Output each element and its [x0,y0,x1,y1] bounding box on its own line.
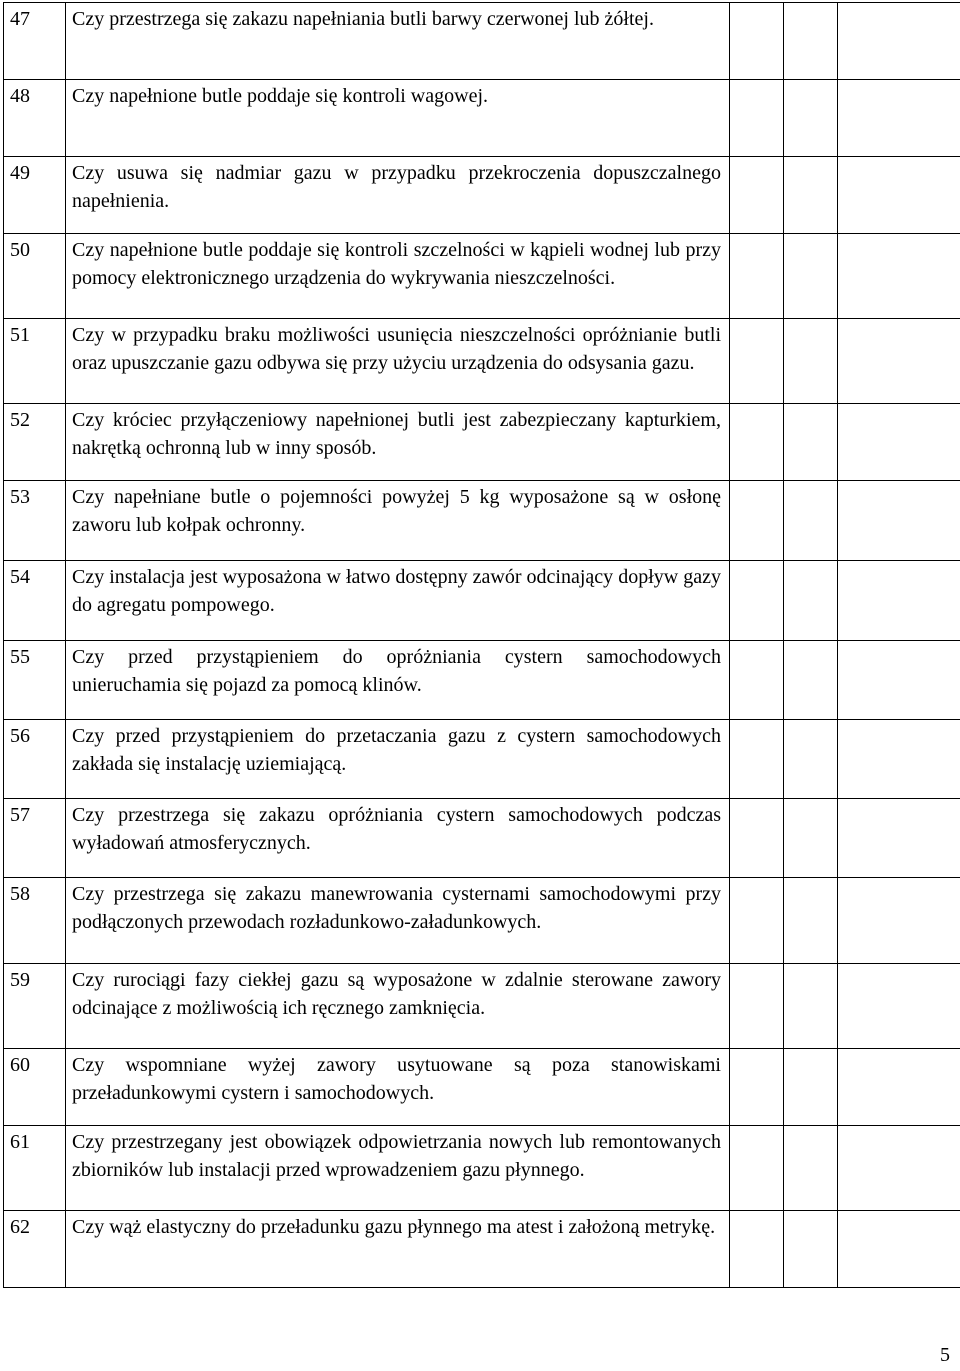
notes-cell[interactable] [838,157,960,234]
row-number: 52 [4,404,66,481]
notes-cell[interactable] [838,720,960,799]
answer-cell-no[interactable] [784,641,838,720]
question-text: Czy usuwa się nadmiar gazu w przypadku przekroczenia dopuszczalnego napełnienia. [66,157,730,234]
notes-cell[interactable] [838,1211,960,1288]
question-text: Czy wąż elastyczny do przeładunku gazu płynnego ma atest i założoną metrykę. [66,1211,730,1288]
notes-cell[interactable] [838,80,960,157]
row-number: 56 [4,720,66,799]
notes-cell[interactable] [838,1049,960,1126]
answer-cell-no[interactable] [784,878,838,964]
answer-cell-yes[interactable] [730,3,784,80]
row-number: 62 [4,1211,66,1288]
question-text: Czy przestrzega się zakazu manewrowania cysternami samochodowymi przy podłączonych przewodach rozładunkowo-załadunkowych. [66,878,730,964]
notes-cell[interactable] [838,319,960,404]
notes-cell[interactable] [838,964,960,1049]
question-text: Czy wspomniane wyżej zawory usytuowane są poza stanowiskami przeładunkowymi cystern i samochodowych. [66,1049,730,1126]
checklist-table [3,2,960,1288]
answer-cell-no[interactable] [784,964,838,1049]
notes-cell[interactable] [838,641,960,720]
answer-cell-yes[interactable] [730,1211,784,1288]
question-text: Czy przed przystąpieniem do opróżniania cystern samochodowych unieruchamia się pojazd za pomocą klinów. [66,641,730,720]
question-text: Czy rurociągi fazy ciekłej gazu są wyposażone w zdalnie sterowane zawory odcinające z możliwością ich ręcznego zamknięcia. [66,964,730,1049]
answer-cell-no[interactable] [784,1049,838,1126]
table-row [4,799,960,878]
answer-cell-no[interactable] [784,234,838,319]
row-number: 53 [4,481,66,561]
question-text: Czy króciec przyłączeniowy napełnionej butli jest zabezpieczany kapturkiem, nakrętką ochronną lub w inny sposób. [66,404,730,481]
answer-cell-no[interactable] [784,1126,838,1211]
question-text: Czy przed przystąpieniem do przetaczania gazu z cystern samochodowych zakłada się instalację uziemiającą. [66,720,730,799]
notes-cell[interactable] [838,1126,960,1211]
answer-cell-no[interactable] [784,1211,838,1288]
table-row [4,481,960,561]
row-number: 60 [4,1049,66,1126]
answer-cell-yes[interactable] [730,404,784,481]
table-row [4,720,960,799]
answer-cell-no[interactable] [784,3,838,80]
answer-cell-yes[interactable] [730,481,784,561]
row-number: 51 [4,319,66,404]
question-text: Czy instalacja jest wyposażona w łatwo dostępny zawór odcinający dopływ gazy do agregatu pompowego. [66,561,730,641]
notes-cell[interactable] [838,878,960,964]
answer-cell-yes[interactable] [730,720,784,799]
answer-cell-yes[interactable] [730,799,784,878]
table-row [4,1049,960,1126]
answer-cell-no[interactable] [784,404,838,481]
table-row [4,878,960,964]
table-row [4,641,960,720]
question-text: Czy w przypadku braku możliwości usunięcia nieszczelności opróżnianie butli oraz upuszczanie gazu odbywa się przy użyciu urządzenia do odsysania gazu. [66,319,730,404]
notes-cell[interactable] [838,234,960,319]
notes-cell[interactable] [838,799,960,878]
answer-cell-yes[interactable] [730,234,784,319]
table-row [4,404,960,481]
notes-cell[interactable] [838,404,960,481]
answer-cell-yes[interactable] [730,964,784,1049]
row-number: 61 [4,1126,66,1211]
answer-cell-no[interactable] [784,799,838,878]
page-number: 5 [940,1344,950,1366]
row-number: 54 [4,561,66,641]
answer-cell-yes[interactable] [730,1126,784,1211]
question-text: Czy przestrzega się zakazu opróżniania cystern samochodowych podczas wyładowań atmosferycznych. [66,799,730,878]
answer-cell-no[interactable] [784,157,838,234]
answer-cell-yes[interactable] [730,561,784,641]
answer-cell-no[interactable] [784,481,838,561]
table-row [4,80,960,157]
answer-cell-yes[interactable] [730,319,784,404]
question-text: Czy napełnione butle poddaje się kontroli wagowej. [66,80,730,157]
answer-cell-no[interactable] [784,720,838,799]
row-number: 48 [4,80,66,157]
answer-cell-no[interactable] [784,80,838,157]
table-row [4,157,960,234]
row-number: 49 [4,157,66,234]
table-row [4,1211,960,1288]
row-number: 57 [4,799,66,878]
table-row [4,964,960,1049]
row-number: 47 [4,3,66,80]
table-row [4,561,960,641]
notes-cell[interactable] [838,561,960,641]
row-number: 50 [4,234,66,319]
answer-cell-yes[interactable] [730,157,784,234]
notes-cell[interactable] [838,481,960,561]
table-row [4,319,960,404]
question-text: Czy przestrzegany jest obowiązek odpowietrzania nowych lub remontowanych zbiorników lub instalacji przed wprowadzeniem gazu płynnego. [66,1126,730,1211]
row-number: 58 [4,878,66,964]
answer-cell-yes[interactable] [730,80,784,157]
question-text: Czy napełniane butle o pojemności powyżej 5 kg wyposażone są w osłonę zaworu lub kołpak ochronny. [66,481,730,561]
table-row [4,1126,960,1211]
answer-cell-no[interactable] [784,319,838,404]
question-text: Czy przestrzega się zakazu napełniania butli barwy czerwonej lub żółtej. [66,3,730,80]
answer-cell-yes[interactable] [730,641,784,720]
row-number: 59 [4,964,66,1049]
table-row [4,234,960,319]
answer-cell-yes[interactable] [730,878,784,964]
notes-cell[interactable] [838,3,960,80]
answer-cell-no[interactable] [784,561,838,641]
answer-cell-yes[interactable] [730,1049,784,1126]
row-number: 55 [4,641,66,720]
question-text: Czy napełnione butle poddaje się kontroli szczelności w kąpieli wodnej lub przy pomocy elektronicznego urządzenia do wykrywania nieszczelności. [66,234,730,319]
table-row [4,3,960,80]
